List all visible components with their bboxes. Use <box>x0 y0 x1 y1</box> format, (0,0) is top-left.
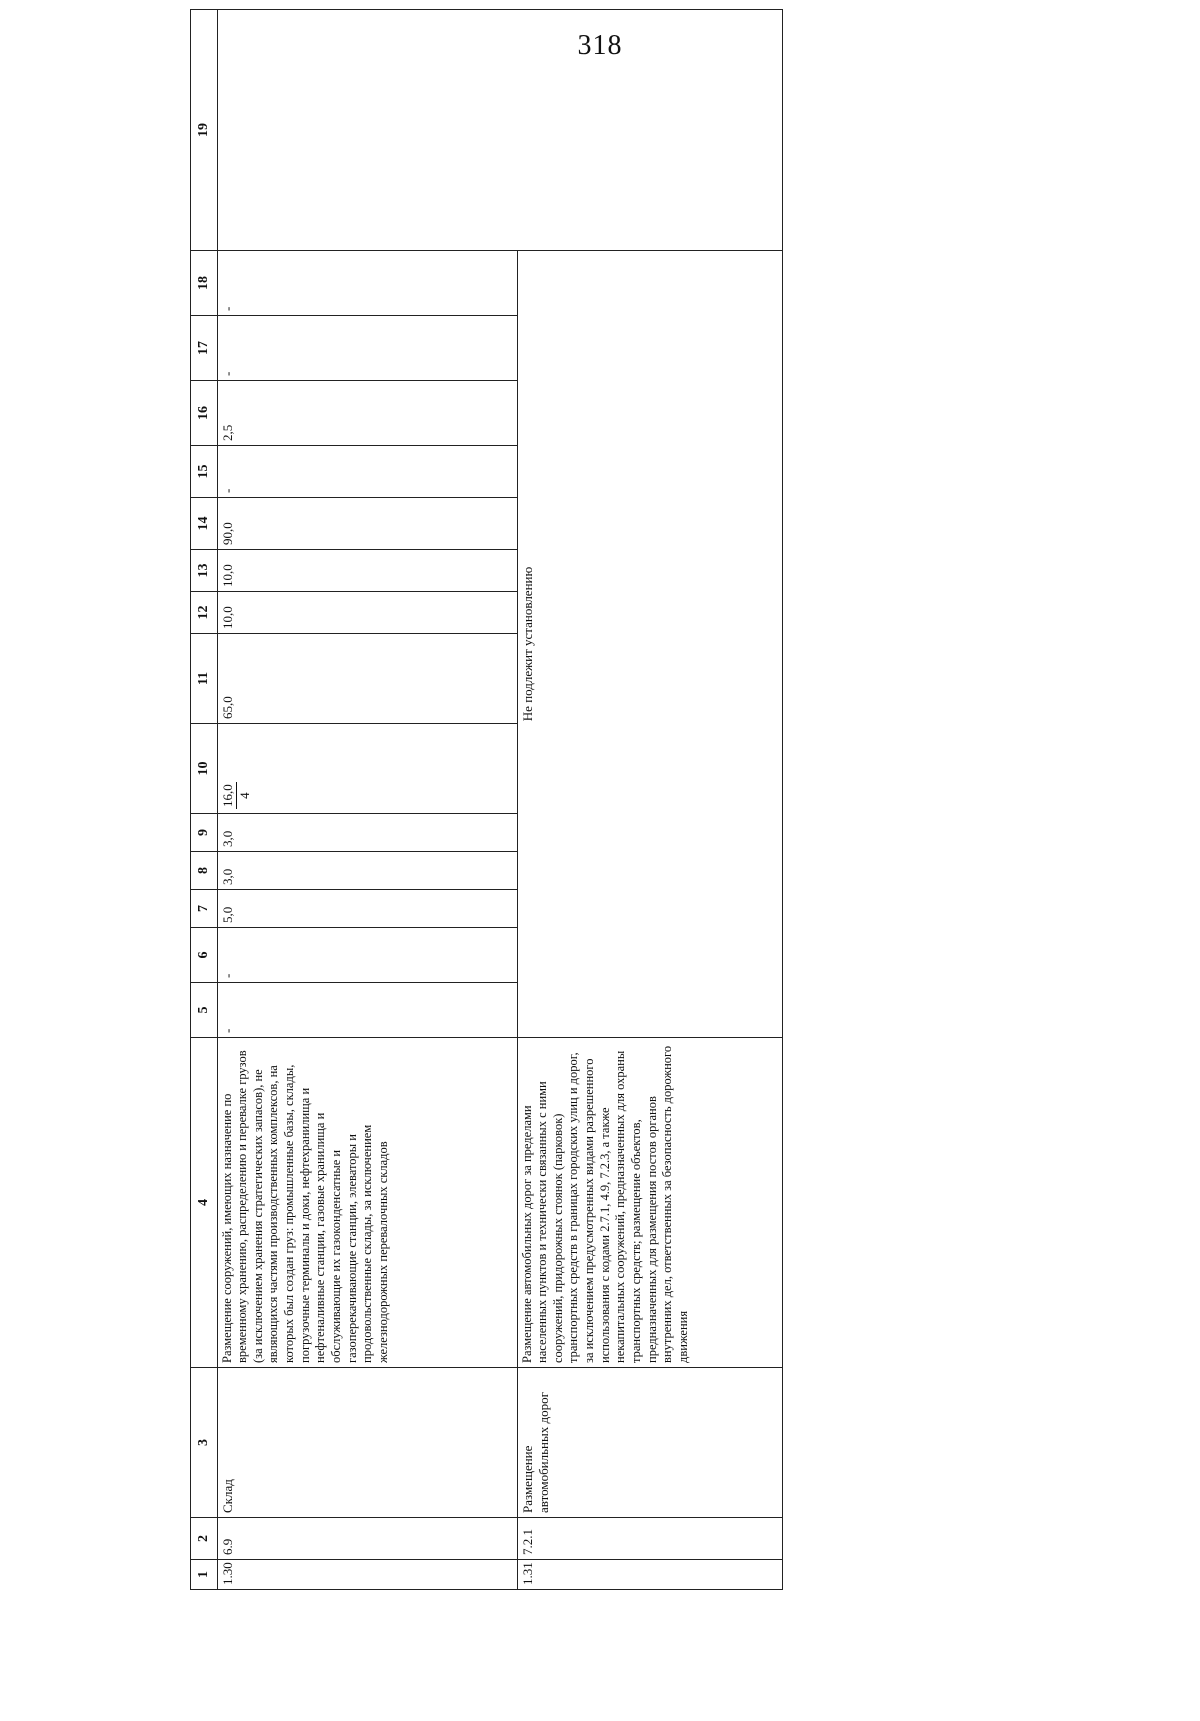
cell-value: 2,5 <box>217 381 517 446</box>
use-name: Размещение автомобильных дорог <box>517 1368 782 1518</box>
merged-note-cell: Не подлежит установлению <box>517 251 782 1038</box>
col-header: 16 <box>191 381 218 446</box>
cell-value: - <box>217 446 517 498</box>
fraction-cell <box>217 724 517 814</box>
col-header: 5 <box>191 983 218 1038</box>
col-header: 11 <box>191 634 218 724</box>
cell-value: 90,0 <box>217 498 517 550</box>
col-header: 15 <box>191 446 218 498</box>
fraction-denominator: 4 <box>236 792 252 799</box>
table-row <box>217 10 517 1590</box>
use-description: Размещение сооружений, имеющих назначение по временному хранению, распределению и перевалке грузов (за исключением хранения стратегических запасов), не являющихся частями производственных комплексов, на которых был создан груз: промышленные базы, склады, погрузочные терминалы и доки, нефтехранилища и нефтеналивные станции, газовые хранилища и обслуживающие их газоконденсатные и газоперекачивающие станции, элеваторы и продовольственные склады, за исключением железнодорожных перевалочных складов <box>217 1038 517 1368</box>
col-header: 2 <box>191 1518 218 1560</box>
cell-value <box>217 10 782 251</box>
use-code: 6.9 <box>217 1518 517 1560</box>
use-code: 7.2.1 <box>517 1518 782 1560</box>
fraction <box>220 782 254 809</box>
col-header: 13 <box>191 550 218 592</box>
col-header: 6 <box>191 928 218 983</box>
col-header: 4 <box>191 1038 218 1368</box>
cell-value: - <box>217 928 517 983</box>
col-header: 10 <box>191 724 218 814</box>
cell-value: 10,0 <box>217 550 517 592</box>
col-header: 7 <box>191 890 218 928</box>
cell-value: - <box>217 316 517 381</box>
row-number: 1.31 <box>517 1560 782 1590</box>
col-header: 14 <box>191 498 218 550</box>
rotated-table-frame <box>190 110 840 1590</box>
col-header: 9 <box>191 814 218 852</box>
row-number: 1.30 <box>217 1560 517 1590</box>
col-header: 18 <box>191 251 218 316</box>
col-header: 12 <box>191 592 218 634</box>
cell-value: 5,0 <box>217 890 517 928</box>
cell-value: 65,0 <box>217 634 517 724</box>
col-header: 17 <box>191 316 218 381</box>
header-row <box>191 10 218 1590</box>
col-header: 19 <box>191 10 218 251</box>
rotated-table-container <box>190 110 840 1590</box>
col-header: 3 <box>191 1368 218 1518</box>
use-description: Размещение автомобильных дорог за пределами населенных пунктов и технически связанных с ними сооружений, придорожных стоянок (парковок) транспортных средств в границах городских улиц и дорог, за исключением предусмотренных видами разрешенного использования с кодами 2.7.1, 4.9, 7.2.3, а также некапитальных сооружений, предназначенных для охраны транспортных средств; размещение объектов, предназначенных для размещения постов органов внутренних дел, ответственных за безопасность дорожного движения <box>517 1038 782 1368</box>
land-use-table <box>190 9 783 1590</box>
cell-value: 3,0 <box>217 814 517 852</box>
use-name: Склад <box>217 1368 517 1518</box>
cell-value: - <box>217 983 517 1038</box>
cell-value: 10,0 <box>217 592 517 634</box>
page-number: 318 <box>577 30 623 61</box>
fraction-numerator: 16,0 <box>220 782 237 809</box>
cell-value: 3,0 <box>217 852 517 890</box>
col-header: 1 <box>191 1560 218 1590</box>
col-header: 8 <box>191 852 218 890</box>
cell-value: - <box>217 251 517 316</box>
